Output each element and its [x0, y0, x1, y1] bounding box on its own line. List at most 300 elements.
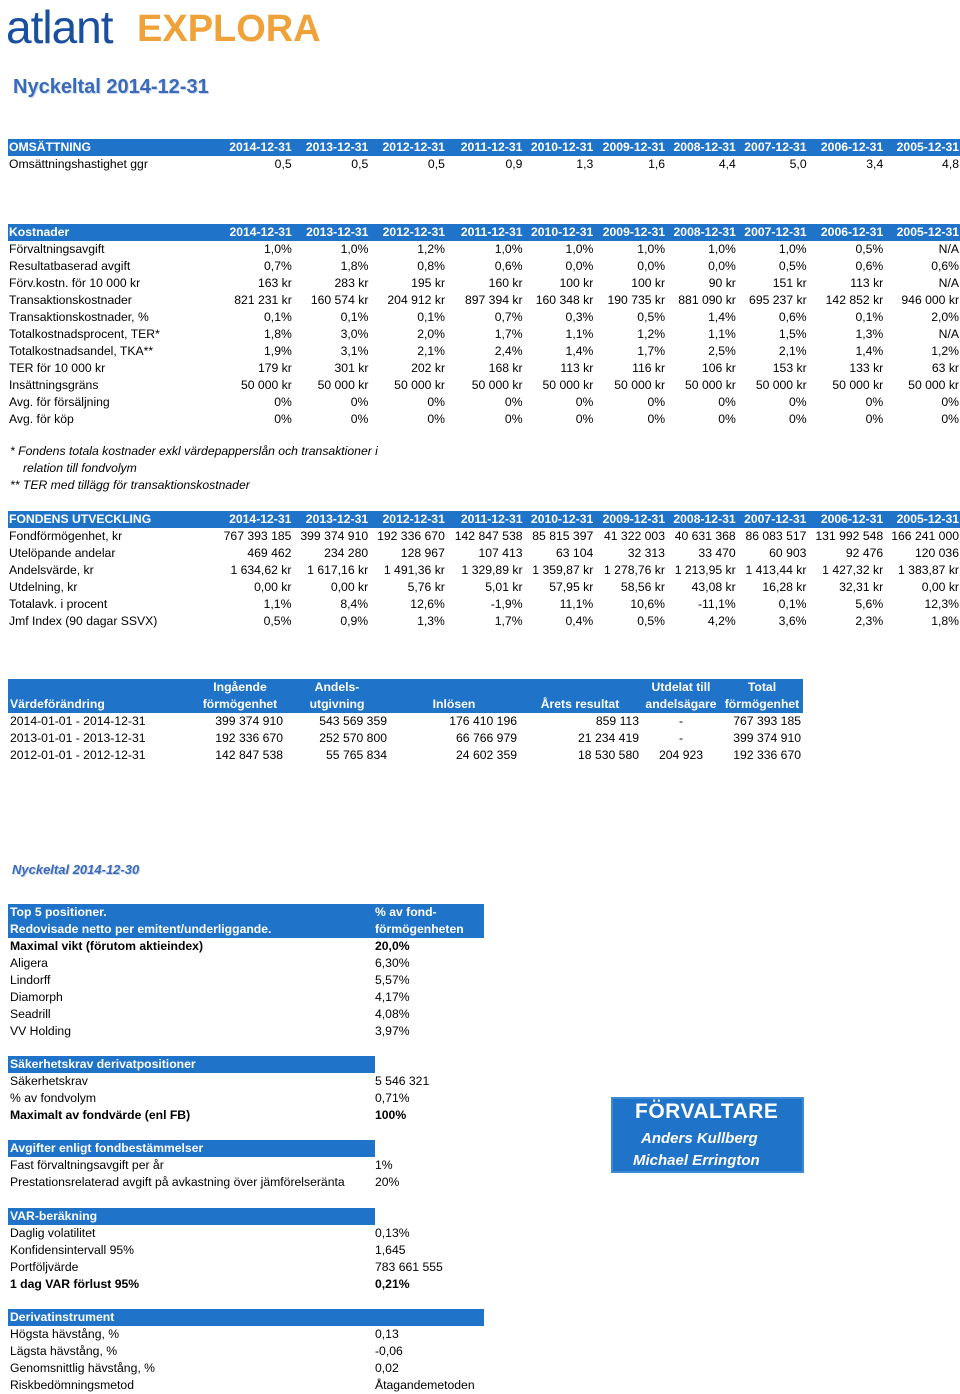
utveckling-header-year: 2011-12-31 — [446, 511, 524, 528]
utveckling-cell: 12,6% — [410, 597, 445, 611]
vardeforandring-cell: 18 530 580 — [578, 748, 639, 762]
omsattning-cell: 4,8 — [942, 157, 959, 171]
omsattning-cell: 1,6 — [648, 157, 666, 171]
kostnader-header-title: Kostnader — [8, 224, 216, 241]
kostnader-row-label: Resultatbaserad avgift — [9, 259, 131, 273]
derivat-value: 0,02 — [375, 1361, 399, 1375]
kostnader-cell: 0% — [274, 412, 292, 426]
var-value: 783 661 555 — [375, 1260, 443, 1274]
vardeforandring-header-cell — [8, 679, 195, 696]
utveckling-cell: 128 967 — [400, 546, 445, 560]
kostnader-cell: N/A — [938, 276, 959, 290]
vardeforandring-cell: 767 393 185 — [733, 714, 801, 728]
kostnader-cell: 0,0% — [637, 259, 666, 273]
derivat-label: Högsta hävstång, % — [10, 1327, 120, 1341]
top5-label: Seadrill — [10, 1007, 51, 1021]
utveckling-cell: 767 393 185 — [223, 529, 292, 543]
kostnader-header-year: 2011-12-31 — [446, 224, 524, 241]
kostnader-cell: 50 000 kr — [542, 378, 594, 392]
sakerhet-header: Säkerhetskrav derivatpositioner — [8, 1056, 375, 1073]
var-label: Daglig volatilitet — [10, 1226, 96, 1240]
kostnader-row — [8, 377, 960, 394]
kostnader-cell: 1,8% — [264, 327, 292, 341]
vardeforandring-header-cell — [519, 679, 641, 696]
var-header: VAR-beräkning — [8, 1208, 375, 1225]
utveckling-cell: 1 413,44 kr — [745, 563, 807, 577]
kostnader-row — [8, 360, 960, 377]
utveckling-cell: 58,56 kr — [620, 580, 665, 594]
utveckling-cell: 142 847 538 — [454, 529, 523, 543]
kostnader-cell: 0% — [274, 395, 292, 409]
utveckling-cell: 1,3% — [417, 614, 445, 628]
utveckling-cell: 12,3% — [924, 597, 959, 611]
utveckling-cell: 0,1% — [778, 597, 807, 611]
derivat-row — [8, 1343, 484, 1360]
utveckling-row — [8, 596, 960, 613]
utveckling-cell: -11,1% — [697, 597, 736, 611]
kostnader-cell: 100 kr — [559, 276, 594, 290]
page-title: Nyckeltal 2014-12-31 — [13, 76, 209, 98]
kostnader-row — [8, 326, 960, 343]
vardeforandring-cell: 21 234 419 — [578, 731, 639, 745]
utveckling-cell: 16,28 kr — [762, 580, 807, 594]
forvaltare-box — [611, 1097, 804, 1173]
utveckling-cell: 1 491,36 kr — [383, 563, 445, 577]
kostnader-cell: 0,1% — [417, 310, 445, 324]
vardeforandring-header-cell: Värdeförändring — [8, 696, 195, 713]
kostnader-row-label: Transaktionskostnader, % — [9, 310, 149, 324]
derivat-label: Genomsnittlig hävstång, % — [10, 1361, 155, 1375]
kostnader-cell: 2,1% — [417, 344, 445, 358]
kostnader-header-year: 2012-12-31 — [369, 224, 446, 241]
kostnader-cell: 151 kr — [772, 276, 807, 290]
section-title-2: Nyckeltal 2014-12-30 — [12, 862, 140, 877]
derivat-value: 0,13 — [375, 1327, 399, 1341]
utveckling-cell: 5,6% — [855, 597, 884, 611]
kostnader-cell: 160 574 kr — [310, 293, 369, 307]
utveckling-row — [8, 545, 960, 562]
derivat-header: Derivatinstrument — [8, 1309, 484, 1326]
vardeforandring-header-cell: Inlösen — [389, 696, 519, 713]
kostnader-cell: 283 kr — [334, 276, 369, 290]
derivat-section — [8, 1309, 484, 1394]
utveckling-row-label: Andelsvärde, kr — [9, 563, 94, 577]
omsattning-cell: 0,5 — [274, 157, 292, 171]
forvaltare-name-1: Anders Kullberg — [641, 1130, 758, 1147]
kostnader-row-label: TER för 10 000 kr — [9, 361, 106, 375]
utveckling-header-year: 2009-12-31 — [594, 511, 666, 528]
kostnader-cell: 0% — [575, 395, 594, 409]
omsattning-header-row — [8, 139, 960, 156]
kostnader-cell: 50 000 kr — [832, 378, 884, 392]
top5-value: 5,57% — [375, 973, 410, 987]
sakerhet-label: % av fondvolym — [10, 1091, 97, 1105]
utveckling-cell: 0,00 kr — [921, 580, 959, 594]
kostnader-cell: 0% — [427, 412, 445, 426]
utveckling-cell: 32,31 kr — [839, 580, 884, 594]
footnote-1: * Fondens totala kostnader exkl värdepapperslån och transaktioner i — [10, 444, 378, 458]
kostnader-cell: 1,5% — [778, 327, 807, 341]
avgifter-header: Avgifter enligt fondbestämmelser — [8, 1140, 375, 1157]
vardeforandring-period: 2014-01-01 - 2014-12-31 — [10, 714, 146, 728]
utveckling-row-label: Totalavk. i procent — [9, 597, 108, 611]
kostnader-row-label: Insättningsgräns — [9, 378, 99, 392]
kostnader-cell: 133 kr — [849, 361, 884, 375]
utveckling-row — [8, 613, 960, 630]
utveckling-header-year: 2014-12-31 — [216, 511, 293, 528]
vardeforandring-header-cell: Ingående — [195, 679, 285, 696]
kostnader-cell: 106 kr — [701, 361, 736, 375]
utveckling-cell: 4,2% — [707, 614, 736, 628]
top5-row — [8, 972, 484, 989]
utveckling-cell: 399 374 910 — [300, 529, 369, 543]
kostnader-cell: 50 000 kr — [685, 378, 736, 392]
utveckling-cell: 5,76 kr — [407, 580, 445, 594]
vardeforandring-table — [8, 679, 803, 764]
kostnader-cell: 0,6% — [855, 259, 884, 273]
kostnader-cell: 2,5% — [708, 344, 736, 358]
kostnader-cell: 50 000 kr — [471, 378, 523, 392]
kostnader-cell: 0,7% — [264, 259, 292, 273]
omsattning-header-year: 2009-12-31 — [594, 139, 666, 156]
avgifter-value: 20% — [375, 1175, 400, 1189]
kostnader-cell: 168 kr — [488, 361, 523, 375]
footnote-2: ** TER med tillägg för transaktionskostnader — [10, 478, 250, 492]
top5-label: VV Holding — [10, 1024, 71, 1038]
top5-row — [8, 955, 484, 972]
kostnader-cell: 0,1% — [264, 310, 292, 324]
kostnader-cell: 195 kr — [411, 276, 445, 290]
utveckling-cell: 1,1% — [263, 597, 292, 611]
utveckling-cell: 0,9% — [340, 614, 369, 628]
derivat-value: Åtagandemetoden — [375, 1378, 475, 1392]
vardeforandring-header-cell — [389, 679, 519, 696]
avgifter-value: 1% — [375, 1158, 393, 1172]
omsattning-header-year: 2013-12-31 — [293, 139, 370, 156]
kostnader-cell: 0% — [647, 412, 666, 426]
kostnader-cell: 0,6% — [494, 259, 523, 273]
var-row — [8, 1225, 410, 1242]
footnotes — [10, 443, 378, 494]
kostnader-cell: 2,1% — [778, 344, 807, 358]
vardeforandring-period: 2012-01-01 - 2012-12-31 — [10, 748, 146, 762]
kostnader-cell: 2,4% — [494, 344, 523, 358]
kostnader-cell: 0,0% — [565, 259, 594, 273]
kostnader-cell: 1,0% — [565, 242, 594, 256]
sakerhet-row — [8, 1090, 410, 1107]
sakerhet-value: 0,71% — [375, 1091, 410, 1105]
kostnader-cell: 0% — [504, 395, 523, 409]
kostnader-cell: 0,5% — [855, 242, 884, 256]
kostnader-cell: 1,0% — [637, 242, 666, 256]
vardeforandring-period: 2013-01-01 - 2013-12-31 — [10, 731, 146, 745]
kostnader-header-year: 2009-12-31 — [594, 224, 666, 241]
vardeforandring-header-cell: Årets resultat — [519, 696, 641, 713]
vardeforandring-header-cell: utgivning — [285, 696, 389, 713]
kostnader-cell: 2,0% — [931, 310, 959, 324]
kostnader-cell: 2,0% — [417, 327, 445, 341]
kostnader-row — [8, 343, 960, 360]
utveckling-cell: 107 413 — [478, 546, 523, 560]
kostnader-cell: 0,6% — [931, 259, 959, 273]
omsattning-header-year: 2014-12-31 — [216, 139, 293, 156]
kostnader-cell: 0% — [789, 395, 807, 409]
vardeforandring-header-row — [8, 679, 803, 696]
kostnader-cell: 1,2% — [637, 327, 666, 341]
utveckling-row-label: Utdelning, kr — [9, 580, 78, 594]
utveckling-cell: 57,95 kr — [549, 580, 594, 594]
top5-row — [8, 989, 484, 1006]
kostnader-header-year: 2008-12-31 — [666, 224, 737, 241]
omsattning-cell: 5,0 — [789, 157, 807, 171]
kostnader-row-label: Avg. för köp — [9, 412, 74, 426]
kostnader-cell: 113 kr — [560, 361, 594, 375]
vardeforandring-header-cell: Utdelat till — [641, 679, 721, 696]
kostnader-header-year: 2014-12-31 — [216, 224, 293, 241]
kostnader-header-year: 2013-12-31 — [293, 224, 370, 241]
top5-header2-label: Redovisade netto per emitent/underliggande. — [10, 922, 272, 936]
top5-header-right: % av fond- — [375, 905, 437, 919]
kostnader-row-label: Förvaltningsavgift — [9, 242, 105, 256]
kostnader-cell: 202 kr — [411, 361, 445, 375]
avgifter-section — [8, 1140, 400, 1191]
kostnader-cell: 179 kr — [257, 361, 292, 375]
utveckling-row-label: Jmf Index (90 dagar SSVX) — [9, 614, 158, 628]
derivat-value: -0,06 — [375, 1344, 403, 1358]
kostnader-cell: 0,0% — [708, 259, 736, 273]
utveckling-cell: 0,4% — [565, 614, 594, 628]
kostnader-cell: 0% — [941, 395, 959, 409]
avgifter-label: Fast förvaltningsavgift per år — [10, 1158, 164, 1172]
utveckling-cell: 63 104 — [555, 546, 594, 560]
kostnader-cell: 881 090 kr — [678, 293, 736, 307]
top5-value: 6,30% — [375, 956, 410, 970]
utveckling-cell: 11,1% — [559, 597, 594, 611]
var-label: Konfidensintervall 95% — [10, 1243, 134, 1257]
kostnader-cell: 160 kr — [488, 276, 523, 290]
vardeforandring-cell: 399 374 910 — [733, 731, 801, 745]
kostnader-cell: 0,8% — [417, 259, 445, 273]
kostnader-header-year: 2010-12-31 — [524, 224, 595, 241]
kostnader-cell: 0,3% — [565, 310, 594, 324]
top5-label: Lindorff — [10, 973, 51, 987]
utveckling-header-year: 2010-12-31 — [524, 511, 595, 528]
top5-row — [8, 1006, 484, 1023]
kostnader-cell: 301 kr — [334, 361, 369, 375]
top5-value: 20,0% — [375, 939, 410, 953]
utveckling-cell: 1,7% — [494, 614, 523, 628]
kostnader-cell: 1,4% — [708, 310, 736, 324]
kostnader-row — [8, 292, 960, 309]
vardeforandring-header-cell: förmögenhet — [721, 696, 803, 713]
kostnader-cell: N/A — [938, 242, 959, 256]
utveckling-cell: 3,6% — [778, 614, 807, 628]
kostnader-cell: 1,4% — [565, 344, 594, 358]
utveckling-cell: 40 631 368 — [674, 529, 736, 543]
kostnader-cell: 1,3% — [855, 327, 884, 341]
utveckling-header-year: 2007-12-31 — [737, 511, 808, 528]
var-value: 0,21% — [375, 1277, 410, 1291]
kostnader-cell: 3,1% — [340, 344, 369, 358]
vardeforandring-cell: 204 923 — [658, 748, 704, 762]
kostnader-cell: 1,7% — [637, 344, 666, 358]
utveckling-cell: -1,9% — [490, 597, 523, 611]
omsattning-header-year: 2005-12-31 — [884, 139, 960, 156]
kostnader-cell: 946 000 kr — [901, 293, 959, 307]
utveckling-cell: 0,5% — [637, 614, 665, 628]
var-label: Portföljvärde — [10, 1260, 79, 1274]
utveckling-cell: 192 336 670 — [377, 529, 445, 543]
sakerhet-row — [8, 1073, 430, 1090]
kostnader-cell: 160 348 kr — [535, 293, 594, 307]
top5-row — [8, 938, 484, 955]
utveckling-cell: 1 617,16 kr — [307, 563, 369, 577]
kostnader-cell: 50 000 kr — [240, 378, 292, 392]
top5-value: 3,97% — [375, 1024, 410, 1038]
kostnader-cell: 0% — [718, 395, 736, 409]
omsattning-cell: 1,3 — [576, 157, 594, 171]
kostnader-cell: 1,0% — [264, 242, 292, 256]
utveckling-cell: 10,6% — [630, 597, 665, 611]
top5-label: Maximal vikt (förutom aktieindex) — [10, 939, 204, 953]
avgifter-label: Prestationsrelaterad avgift på avkastning över jämförelseränta — [10, 1175, 345, 1189]
kostnader-cell: 1,0% — [778, 242, 807, 256]
kostnader-cell: 1,8% — [340, 259, 369, 273]
kostnader-cell: 0,1% — [855, 310, 884, 324]
omsattning-cell: 4,4 — [718, 157, 736, 171]
kostnader-cell: 0% — [647, 395, 666, 409]
vardeforandring-header-cell: andelsägare — [641, 696, 721, 713]
kostnader-cell: 204 912 kr — [387, 293, 445, 307]
vardeforandring-cell: 24 602 359 — [456, 748, 517, 762]
utveckling-header-year: 2012-12-31 — [369, 511, 446, 528]
top5-header-label: Top 5 positioner. — [10, 905, 107, 919]
kostnader-cell: 1,9% — [264, 344, 292, 358]
omsattning-row-label: Omsättningshastighet ggr — [9, 157, 148, 171]
kostnader-cell: 0% — [350, 395, 369, 409]
utveckling-header-year: 2006-12-31 — [807, 511, 884, 528]
kostnader-header-row — [8, 224, 960, 241]
omsattning-cell: 0,5 — [427, 157, 445, 171]
derivat-row — [8, 1360, 484, 1377]
kostnader-cell: 113 kr — [850, 276, 884, 290]
utveckling-cell: 8,4% — [340, 597, 369, 611]
kostnader-cell: N/A — [938, 327, 959, 341]
var-value: 0,13% — [375, 1226, 410, 1240]
utveckling-cell: 41 322 003 — [603, 529, 665, 543]
var-row — [8, 1259, 443, 1276]
kostnader-cell: 90 kr — [708, 276, 736, 290]
var-row — [8, 1242, 406, 1259]
kostnader-cell: 142 852 kr — [825, 293, 884, 307]
utveckling-cell: 120 036 — [914, 546, 959, 560]
utveckling-cell: 1 383,87 kr — [898, 563, 959, 577]
sakerhet-row — [8, 1107, 407, 1124]
vardeforandring-row — [8, 747, 803, 764]
kostnader-row-label: Totalkostnadsprocent, TER* — [9, 327, 160, 341]
utveckling-cell: 86 083 517 — [745, 529, 807, 543]
kostnader-cell: 1,0% — [340, 242, 369, 256]
utveckling-cell: 60 903 — [769, 546, 807, 560]
vardeforandring-cell: - — [678, 731, 684, 745]
kostnader-row — [8, 394, 960, 411]
kostnader-cell: 190 735 kr — [607, 293, 666, 307]
kostnader-cell: 100 kr — [631, 276, 666, 290]
utveckling-row — [8, 528, 960, 545]
utveckling-cell: 1 359,87 kr — [532, 563, 594, 577]
top5-section — [8, 904, 484, 1040]
var-section — [8, 1208, 443, 1293]
kostnader-row — [8, 241, 960, 258]
vardeforandring-cell: 543 569 359 — [319, 714, 387, 728]
utveckling-cell: 166 241 000 — [891, 529, 959, 543]
kostnader-cell: 0% — [427, 395, 445, 409]
kostnader-cell: 0% — [941, 412, 959, 426]
footnote-1-cont: relation till fondvolym — [23, 461, 137, 475]
utveckling-cell: 2,3% — [855, 614, 884, 628]
utveckling-cell: 131 992 548 — [815, 529, 884, 543]
var-row — [8, 1276, 410, 1293]
omsattning-cell: 3,4 — [866, 157, 884, 171]
kostnader-cell: 695 237 kr — [749, 293, 807, 307]
utveckling-cell: 1 213,95 kr — [674, 563, 736, 577]
kostnader-cell: 0% — [350, 412, 369, 426]
vardeforandring-cell: 176 410 196 — [449, 714, 517, 728]
vardeforandring-header-row — [8, 696, 803, 713]
utveckling-header-row — [8, 511, 960, 528]
kostnader-cell: 163 kr — [257, 276, 292, 290]
kostnader-cell: 0% — [718, 412, 736, 426]
utveckling-cell: 469 462 — [247, 546, 292, 560]
utveckling-cell: 0,5% — [263, 614, 292, 628]
logo-atlant: atlant — [6, 1, 113, 53]
omsattning-header-year: 2006-12-31 — [808, 139, 885, 156]
top5-header-1 — [8, 904, 484, 921]
utveckling-cell: 1,8% — [931, 614, 959, 628]
vardeforandring-cell: 66 766 979 — [456, 731, 517, 745]
top5-value: 4,08% — [375, 1007, 410, 1021]
utveckling-cell: 0,00 kr — [254, 580, 292, 594]
kostnader-header-year: 2005-12-31 — [884, 224, 960, 241]
kostnader-cell: 116 kr — [632, 361, 666, 375]
utveckling-header-title: FONDENS UTVECKLING — [8, 511, 216, 528]
omsattning-row — [8, 156, 960, 173]
top5-value: 4,17% — [375, 990, 410, 1004]
kostnader-cell: 0,5% — [778, 259, 807, 273]
vardeforandring-cell: 142 847 538 — [215, 748, 283, 762]
kostnader-cell: 50 000 kr — [317, 378, 369, 392]
omsattning-header-year: 2011-12-31 — [446, 139, 524, 156]
kostnader-cell: 0% — [789, 412, 807, 426]
top5-label: Diamorph — [10, 990, 63, 1004]
vardeforandring-cell: 859 113 — [595, 714, 639, 728]
kostnader-row — [8, 411, 960, 428]
kostnader-row-label: Avg. för försäljning — [9, 395, 110, 409]
avgifter-row — [8, 1157, 393, 1174]
derivat-row — [8, 1377, 484, 1394]
top5-header2-right: förmögenheten — [375, 922, 464, 936]
sakerhet-section — [8, 1056, 430, 1124]
kostnader-cell: 0% — [575, 412, 594, 426]
omsattning-cell: 0,5 — [351, 157, 369, 171]
vardeforandring-cell: 192 336 670 — [215, 731, 283, 745]
kostnader-cell: 50 000 kr — [755, 378, 807, 392]
omsattning-header-year: 2012-12-31 — [369, 139, 446, 156]
utveckling-cell: 1 278,76 kr — [603, 563, 665, 577]
utveckling-header-year: 2008-12-31 — [666, 511, 737, 528]
sakerhet-label: Säkerhetskrav — [10, 1074, 88, 1088]
vardeforandring-cell: 55 765 834 — [326, 748, 387, 762]
